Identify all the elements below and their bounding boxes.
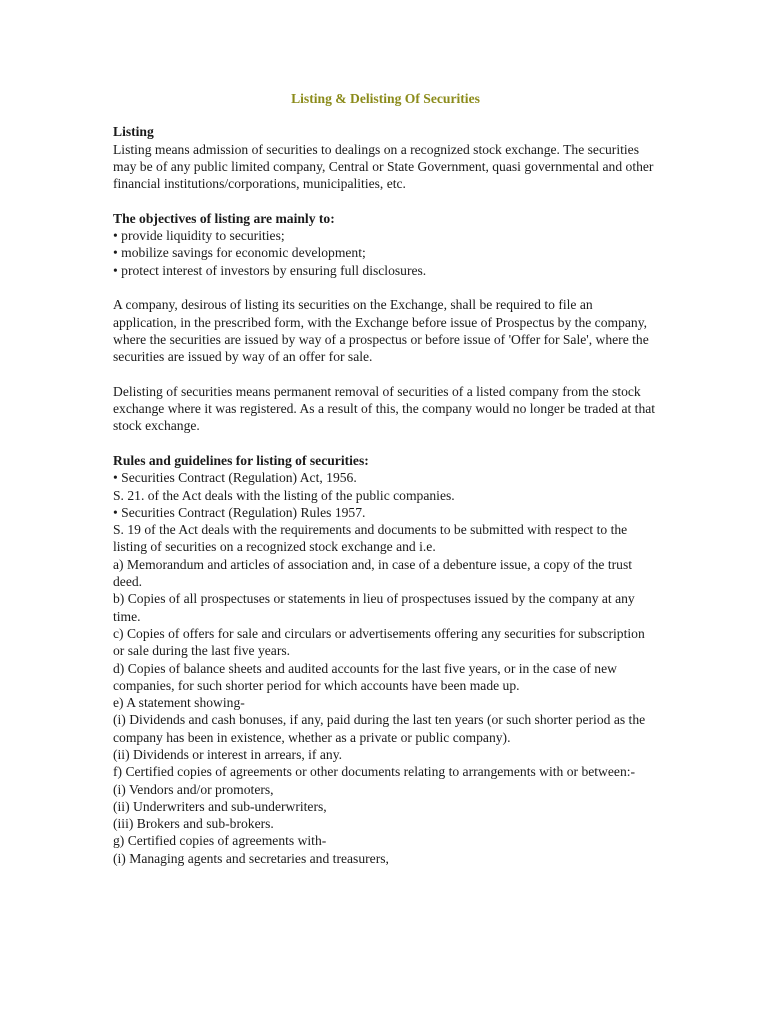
spacer xyxy=(113,435,658,452)
list-item: a) Memorandum and articles of association and, in case of a debenture issue, a copy of the trust deed. xyxy=(113,556,633,590)
list-item: b) Copies of all prospectuses or statements in lieu of prospectuses issued by the company at any time. xyxy=(113,591,635,624)
list-item: (ii) Dividends or interest in arrears, if any. xyxy=(113,746,343,762)
spacer xyxy=(113,279,658,296)
list-item: • Securities Contract (Regulation) Rules 1957. xyxy=(113,504,366,520)
objectives-list xyxy=(113,227,658,279)
list-item: (i) Vendors and/or promoters, xyxy=(113,781,274,797)
list-item: e) A statement showing- xyxy=(113,695,245,711)
list-item: • Securities Contract (Regulation) Act, 1956. xyxy=(113,470,357,486)
list-item: • protect interest of investors by ensuring full disclosures. xyxy=(113,262,427,278)
listing-heading: Listing xyxy=(113,124,154,140)
list-item: S. 19 of the Act deals with the requirements and documents to be submitted with respect to the listing of securities on a recognized stock exchange and i.e. xyxy=(113,522,628,555)
list-item: (i) Dividends and cash bonuses, if any, paid during the last ten years (or such shorter period as the company has been in existence, whether as a private or public company). xyxy=(113,712,646,745)
rules-list xyxy=(113,469,658,867)
spacer xyxy=(113,192,658,209)
list-item: • provide liquidity to securities; xyxy=(113,228,285,244)
list-item: • mobilize savings for economic development; xyxy=(113,245,366,261)
application-paragraph: A company, desirous of listing its securities on the Exchange, shall be required to file an application, in the prescribed form, with the Exchange before issue of Prospectus by the company, where the securities are issued by way of a prospectus or before issue of 'Offer for Sale', where the securities are issued by way of an offer for sale. xyxy=(113,297,649,365)
rules-heading: Rules and guidelines for listing of securities: xyxy=(113,452,369,468)
list-item: d) Copies of balance sheets and audited accounts for the last five years, or in the case of new companies, for such shorter period for which accounts have been made up. xyxy=(113,660,617,693)
spacer xyxy=(113,365,658,382)
delisting-paragraph: Delisting of securities means permanent removal of securities of a listed company from the stock exchange where it was registered. As a result of this, the company would no longer be traded at that stock exchange. xyxy=(113,383,656,434)
list-item: c) Copies of offers for sale and circulars or advertisements offering any securities for subscription or sale during the last five years. xyxy=(113,625,645,659)
objectives-heading: The objectives of listing are mainly to: xyxy=(113,210,335,226)
list-item: (i) Managing agents and secretaries and treasurers, xyxy=(113,850,389,866)
document-page xyxy=(113,90,658,867)
list-item: f) Certified copies of agreements or other documents relating to arrangements with or between:- xyxy=(113,764,636,780)
list-item: (ii) Underwriters and sub-underwriters, xyxy=(113,798,327,814)
document-title: Listing & Delisting Of Securities xyxy=(291,91,480,106)
list-item: S. 21. of the Act deals with the listing of the public companies. xyxy=(113,487,455,503)
list-item: g) Certified copies of agreements with- xyxy=(113,833,327,849)
list-item: (iii) Brokers and sub-brokers. xyxy=(113,816,274,832)
listing-paragraph: Listing means admission of securities to dealings on a recognized stock exchange. The securities may be of any public limited company, Central or State Government, quasi governmental and other financial institutions/corporations, municipalities, etc. xyxy=(113,141,654,192)
